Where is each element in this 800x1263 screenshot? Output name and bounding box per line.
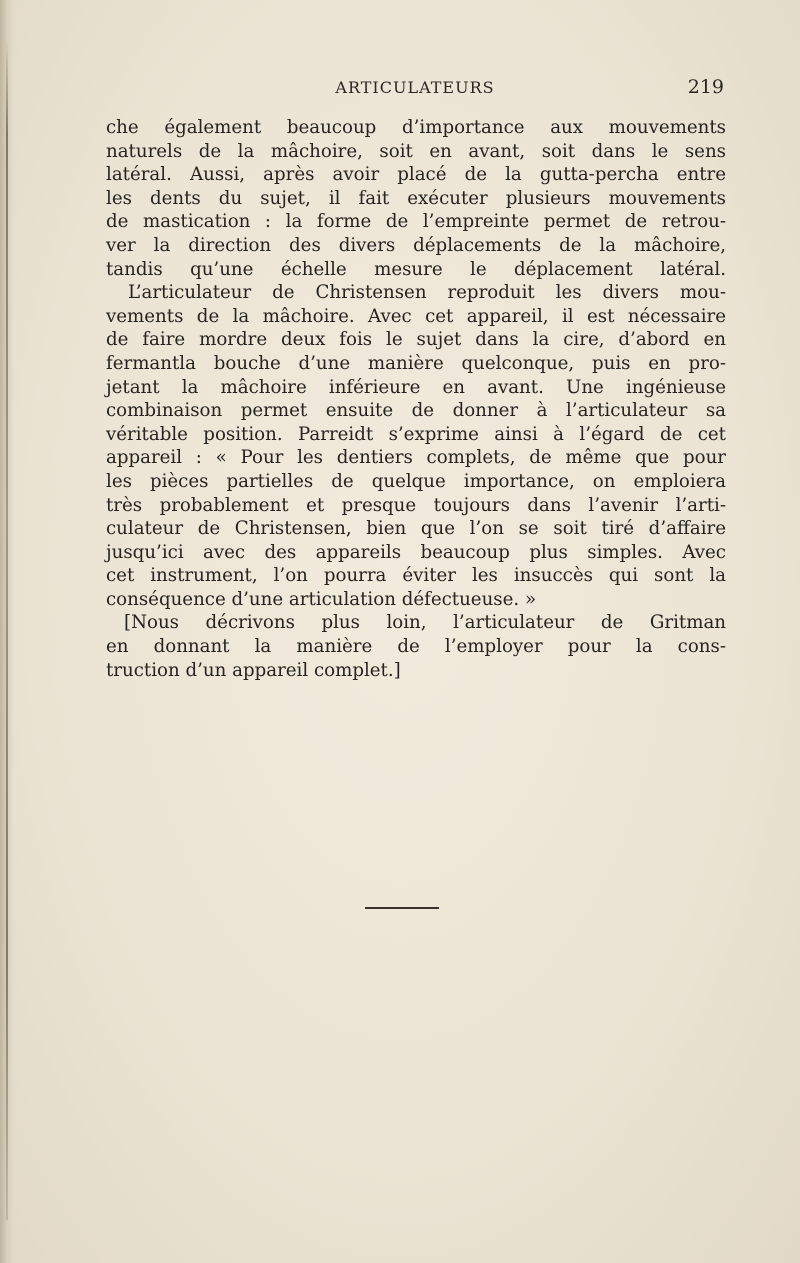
text-line: ver la direction des divers déplacements de la mâchoire, (106, 234, 726, 256)
text-line: latéral. Aussi, après avoir placé de la gutta-percha entre (106, 164, 726, 186)
body-text (106, 116, 726, 682)
text-line: véritable position. Parreidt s’exprime ainsi à l’égard de cet (106, 423, 726, 445)
text-line: vements de la mâchoire. Avec cet appareil, il est nécessaire (106, 305, 726, 327)
paragraph (106, 281, 726, 611)
text-line: appareil : « Pour les dentiers complets, de même que pour (106, 447, 726, 469)
text-line: culateur de Christensen, bien que l’on se soit tiré d’affaire (106, 518, 726, 540)
text-line: naturels de la mâchoire, soit en avant, soit dans le sens (106, 140, 726, 162)
text-line: jusqu’ici avec des appareils beaucoup plus simples. Avec (106, 541, 726, 563)
binding-edge (6, 40, 8, 1220)
text-line: fermantla bouche d’une manière quelconque, puis en pro- (106, 352, 726, 374)
text-line: combinaison permet ensuite de donner à l’articulateur sa (106, 400, 726, 422)
text-line: L’articulateur de Christensen reproduit les divers mou- (128, 282, 726, 304)
running-title: ARTICULATEURS (335, 78, 495, 97)
text-line: conséquence d’une articulation défectueuse. » (106, 588, 537, 610)
text-line: très probablement et presque toujours dans l’avenir l’arti- (106, 494, 726, 516)
text-line: les pièces partielles de quelque importance, on emploiera (106, 470, 726, 492)
text-line: [Nous décrivons plus loin, l’articulateur de Gritman (124, 612, 726, 634)
text-line: tandis qu’une échelle mesure le déplacement latéral. (106, 258, 726, 280)
text-line: jetant la mâchoire inférieure en avant. Une ingénieuse (106, 376, 726, 398)
paragraph (106, 611, 726, 682)
end-rule (365, 907, 439, 909)
text-line: de mastication : la forme de l’empreinte permet de retrou- (106, 211, 726, 233)
page-number: 219 (687, 76, 724, 98)
text-line: de faire mordre deux fois le sujet dans la cire, d’abord en (106, 329, 726, 351)
text-line: en donnant la manière de l’employer pour la cons- (106, 636, 726, 658)
text-line: che également beaucoup d’importance aux mouvements (106, 117, 726, 138)
running-head (106, 76, 724, 102)
text-line: cet instrument, l’on pourra éviter les insuccès qui sont la (106, 565, 726, 587)
text-line: les dents du sujet, il fait exécuter plusieurs mouvements (106, 187, 726, 209)
paragraph (106, 116, 726, 281)
text-line: truction d’un appareil complet.] (106, 659, 401, 681)
